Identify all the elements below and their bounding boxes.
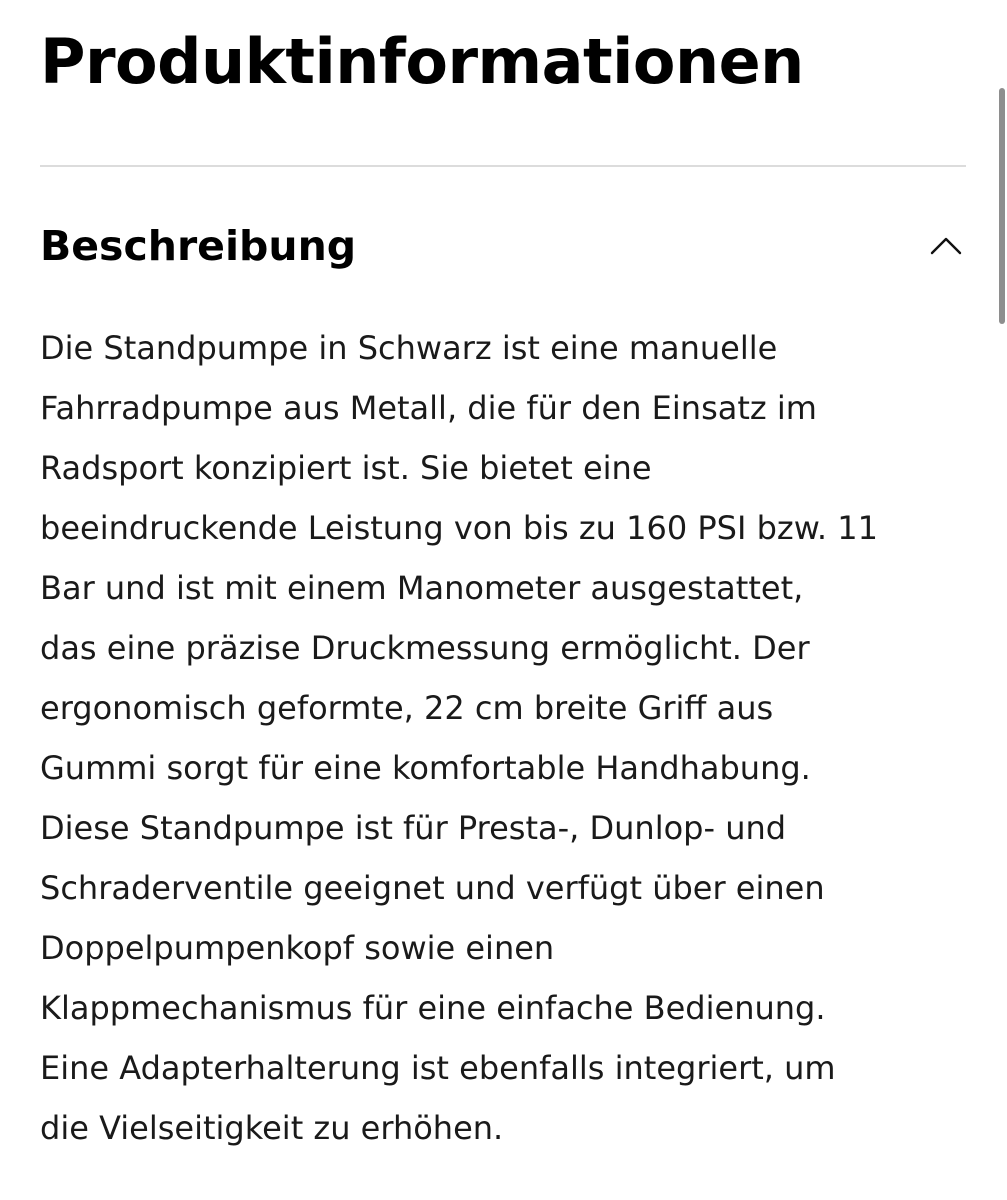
- description-line: Gummi sorgt für eine komfortable Handhabung.: [40, 749, 811, 787]
- description-line: beeindruckende Leistung von bis zu 160 PSI bzw. 11: [40, 509, 878, 547]
- scrollbar-thumb[interactable]: [999, 88, 1005, 324]
- chevron-up-icon[interactable]: [928, 228, 964, 264]
- scrollbar[interactable]: [995, 80, 1007, 340]
- divider: [40, 165, 966, 167]
- description-line: Bar und ist mit einem Manometer ausgestattet,: [40, 569, 804, 607]
- description-line: ergonomisch geformte, 22 cm breite Griff aus: [40, 689, 774, 727]
- description-line: Diese Standpumpe ist für Presta-, Dunlop- und: [40, 809, 787, 847]
- description-line: Eine Adapterhalterung ist ebenfalls integriert, um: [40, 1049, 836, 1087]
- description-line: Doppelpumpenkopf sowie einen: [40, 929, 555, 967]
- description-line: das eine präzise Druckmessung ermöglicht. Der: [40, 629, 810, 667]
- page-title: Produktinformationen: [40, 25, 804, 98]
- description-line: Schraderventile geeignet und verfügt über einen: [40, 869, 825, 907]
- description-accordion-header[interactable]: [40, 208, 966, 284]
- description-line: Klappmechanismus für eine einfache Bedienung.: [40, 989, 826, 1027]
- description-line: Fahrradpumpe aus Metall, die für den Einsatz im: [40, 389, 817, 427]
- section-title: Beschreibung: [40, 222, 357, 270]
- description-line: Die Standpumpe in Schwarz ist eine manuelle: [40, 329, 778, 367]
- description-line: Radsport konzipiert ist. Sie bietet eine: [40, 449, 652, 487]
- description-line: die Vielseitigkeit zu erhöhen.: [40, 1109, 504, 1147]
- description-text: [40, 318, 966, 1158]
